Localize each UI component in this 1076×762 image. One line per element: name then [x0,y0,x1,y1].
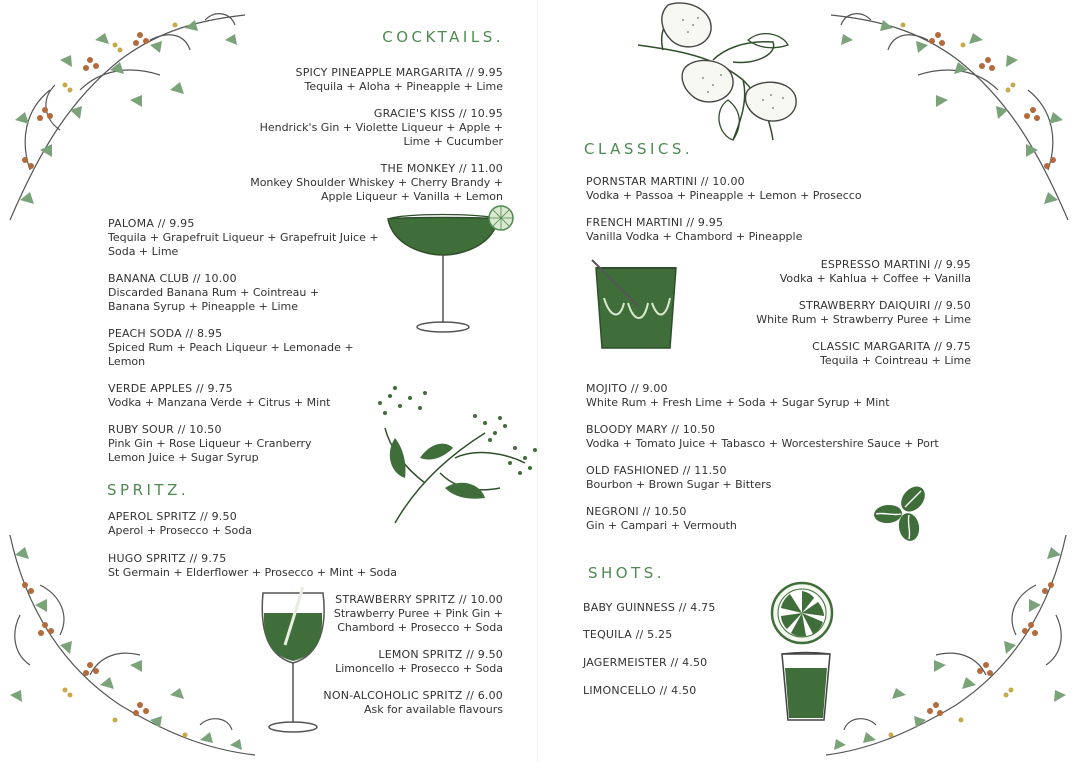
item-description: Tequila + Aloha + Pineapple + Lime [304,80,503,93]
section-heading-shots: SHOTS. [588,564,666,582]
section-heading-classics: CLASSICS. [584,140,694,158]
menu-item [243,107,503,149]
item-description: Aperol + Prosecco + Soda [108,524,252,537]
item-description: Vanilla Vodka + Chambord + Pineapple [586,230,803,243]
item-description: Monkey Shoulder Whiskey + Cherry Brandy + Apple Liqueur + Vanilla + Lemon [250,176,503,203]
menu-item [731,299,971,327]
menu-item [586,464,886,492]
menu-item [586,423,966,451]
item-name: CLASSIC MARGARITA // 9.75 [812,340,971,353]
menu-item [586,216,886,244]
item-name: TEQUILA // 5.25 [583,628,673,641]
item-name: LIMONCELLO // 4.50 [583,684,697,697]
item-name: VERDE APPLES // 9.75 [108,382,233,395]
item-name: MOJITO // 9.00 [586,382,668,395]
menu-item [203,66,503,94]
item-name: NEGRONI // 10.50 [586,505,687,518]
item-description: Limoncello + Prosecco + Soda [335,662,503,675]
menu-item [583,628,783,642]
item-description: Spiced Rum + Peach Liqueur + Lemonade + Lemon [108,341,354,368]
item-name: ESPRESSO MARTINI // 9.95 [820,258,971,271]
menu-item [741,340,971,368]
item-name: THE MONKEY // 11.00 [380,162,503,175]
item-description: Vodka + Tomato Juice + Tabasco + Worcestershire Sauce + Port [586,437,939,450]
item-name: OLD FASHIONED // 11.50 [586,464,727,477]
item-name: GRACIE'S KISS // 10.95 [373,107,503,120]
item-name: LEMON SPRITZ // 9.50 [378,648,503,661]
menu-item [586,382,906,410]
item-description: Hendrick's Gin + Violette Liqueur + Apple + Lime + Cucumber [259,121,503,148]
item-name: JAGERMEISTER // 4.50 [583,656,708,669]
item-name: STRAWBERRY DAIQUIRI // 9.50 [798,299,971,312]
item-description: Discarded Banana Rum + Cointreau + Banana Syrup + Pineapple + Lime [108,286,320,313]
menu-item [108,510,358,538]
item-description: Vodka + Kahlua + Coffee + Vanilla [779,272,971,285]
floral-corner-icon [0,0,250,225]
item-description: White Rum + Fresh Lime + Soda + Sugar Syrup + Mint [586,396,890,409]
right-page [538,0,1076,762]
item-name: SPICY PINEAPPLE MARGARITA // 9.95 [295,66,503,79]
item-description: Pink Gin + Rose Liqueur + Cranberry Lemon Juice + Sugar Syrup [108,437,312,464]
menu-item [108,423,328,465]
menu-item [108,272,338,314]
menu-item [108,217,390,259]
section-heading-cocktails: COCKTAILS. [382,28,504,46]
menu-item [108,382,368,410]
item-description: Vodka + Manzana Verde + Citrus + Mint [108,396,331,409]
item-name: BANANA CLUB // 10.00 [108,272,237,285]
item-description: Ask for available flavours [363,703,503,716]
floral-corner-icon [821,525,1076,762]
item-name: RUBY SOUR // 10.50 [108,423,222,436]
menu-item [583,656,783,670]
item-name: STRAWBERRY SPRITZ // 10.00 [335,593,503,606]
item-name: PEACH SODA // 8.95 [108,327,223,340]
item-name: APEROL SPRITZ // 9.50 [108,510,237,523]
item-description: St Germain + Elderflower + Prosecco + Mint + Soda [108,566,398,579]
item-name: NON-ALCOHOLIC SPRITZ // 6.00 [323,689,503,702]
item-description: Strawberry Puree + Pink Gin + Chambord + Prosecco + Soda [333,607,503,634]
elderflower-sprig-icon [365,378,538,526]
menu-item [318,593,503,635]
section-heading-spritz: SPRITZ. [107,481,190,499]
menu-item [586,175,886,203]
tumbler-glass-icon [590,258,682,354]
item-description: Bourbon + Brown Sugar + Bitters [586,478,772,491]
menu-item [741,258,971,286]
item-name: BABY GUINNESS // 4.75 [583,601,716,614]
item-description: Vodka + Passoa + Pineapple + Lemon + Prosecco [586,189,862,202]
item-description: White Rum + Strawberry Puree + Lime [756,313,971,326]
item-description: Tequila + Grapefruit Liqueur + Grapefruit Juice + Soda + Lime [108,231,379,258]
item-name: PALOMA // 9.95 [108,217,195,230]
menu-item [233,162,503,204]
item-description: Gin + Campari + Vermouth [586,519,737,532]
menu-item [583,684,783,698]
item-name: BLOODY MARY // 10.50 [586,423,716,436]
coupe-glass-icon [383,205,523,337]
item-description: Tequila + Cointreau + Lime [819,354,971,367]
wine-glass-icon [255,585,335,735]
lemon-branch-icon [633,0,803,150]
item-name: FRENCH MARTINI // 9.95 [586,216,724,229]
menu-item [108,552,428,580]
menu-item [583,601,783,615]
item-name: PORNSTAR MARTINI // 10.00 [586,175,745,188]
item-name: HUGO SPRITZ // 9.75 [108,552,227,565]
menu-item [108,327,368,369]
